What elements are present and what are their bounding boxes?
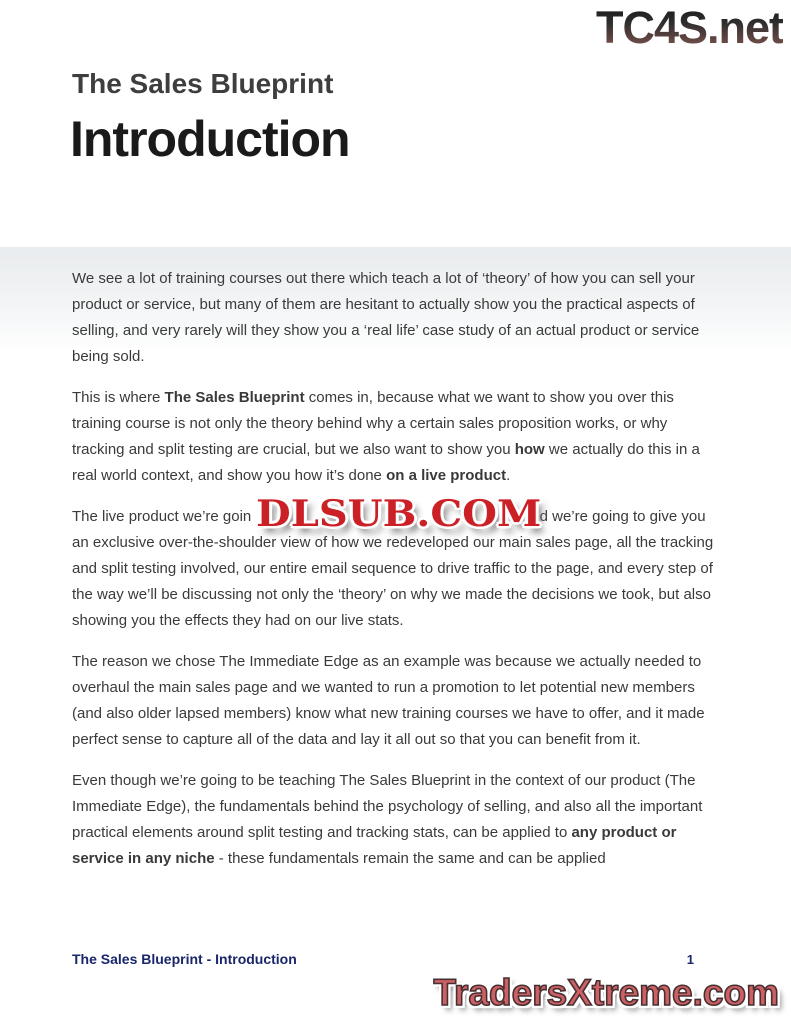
text-run: comes in, because what we want to show you over this training course is not only the theory behind why a certain sales proposition works, or why tracking and split testing are crucial, but we also want to show you: [72, 389, 674, 458]
dlsub-watermark: DLSUB.COM: [256, 491, 542, 536]
bold-text-run: The Sales Blueprint: [164, 389, 305, 406]
text-run: The reason we chose The Immediate Edge as an example was because we actually needed to overhaul the main sales page and we wanted to run a promotion to let potential new members (and also older lapsed members) know what new training courses we have to offer, and it made perfect sense to capture all of the data and lay it all out so that you can benefit from it.: [72, 653, 705, 748]
text-run: Even though we’re going to be teaching The Sales Blueprint in the context of our product (The Immediate Edge), the fundamentals behind the psychology of selling, and also all the important practical elements around split testing and tracking stats, can be applied to: [72, 772, 703, 841]
tradersxtreme-watermark: TradersXtreme.com: [433, 972, 779, 1013]
series-title: The Sales Blueprint: [72, 68, 334, 99]
paragraph: [72, 385, 720, 489]
paragraph: [72, 649, 720, 753]
page-title: Introduction: [70, 111, 350, 167]
body-paragraphs: [72, 266, 720, 887]
footer-document-title: The Sales Blueprint - Introduction: [72, 951, 297, 967]
footer-page-number: 1: [686, 952, 694, 967]
text-run: We see a lot of training courses out there which teach a lot of ‘theory’ of how you can sell your product or service, but many of them are hesitant to actually show you the practical aspects of selling, and very rarely will they show you a ‘real life’ case study of an actual product or service being sold.: [72, 270, 700, 365]
text-run: - these fundamentals remain the same and can be applied: [214, 850, 606, 867]
bold-text-run: any product or service in any niche: [72, 824, 677, 867]
text-run: This is where: [72, 389, 165, 406]
paragraph: [72, 266, 720, 370]
paragraph: [72, 768, 720, 872]
page-footer: [72, 951, 720, 967]
tc4s-logo: TC4S.net: [595, 2, 783, 53]
text-run: The live product we’re goin: [72, 508, 252, 525]
bold-text-run: on a live product: [386, 467, 507, 484]
text-run: we actually do this in a real world context, and show you how it’s done: [72, 441, 700, 484]
text-run: nd we’re going to give you an exclusive over-the-shoulder view of how we redeveloped our main sales page, all the tracking and split testing involved, our entire email sequence to drive traffic to the page, and every step of the way we’ll be discussing not only the ‘theory’ on why we made the decisions we took, but also showing you the effects they had on our live stats.: [72, 508, 714, 629]
bold-text-run: how: [514, 441, 545, 458]
text-run: .: [506, 467, 511, 484]
